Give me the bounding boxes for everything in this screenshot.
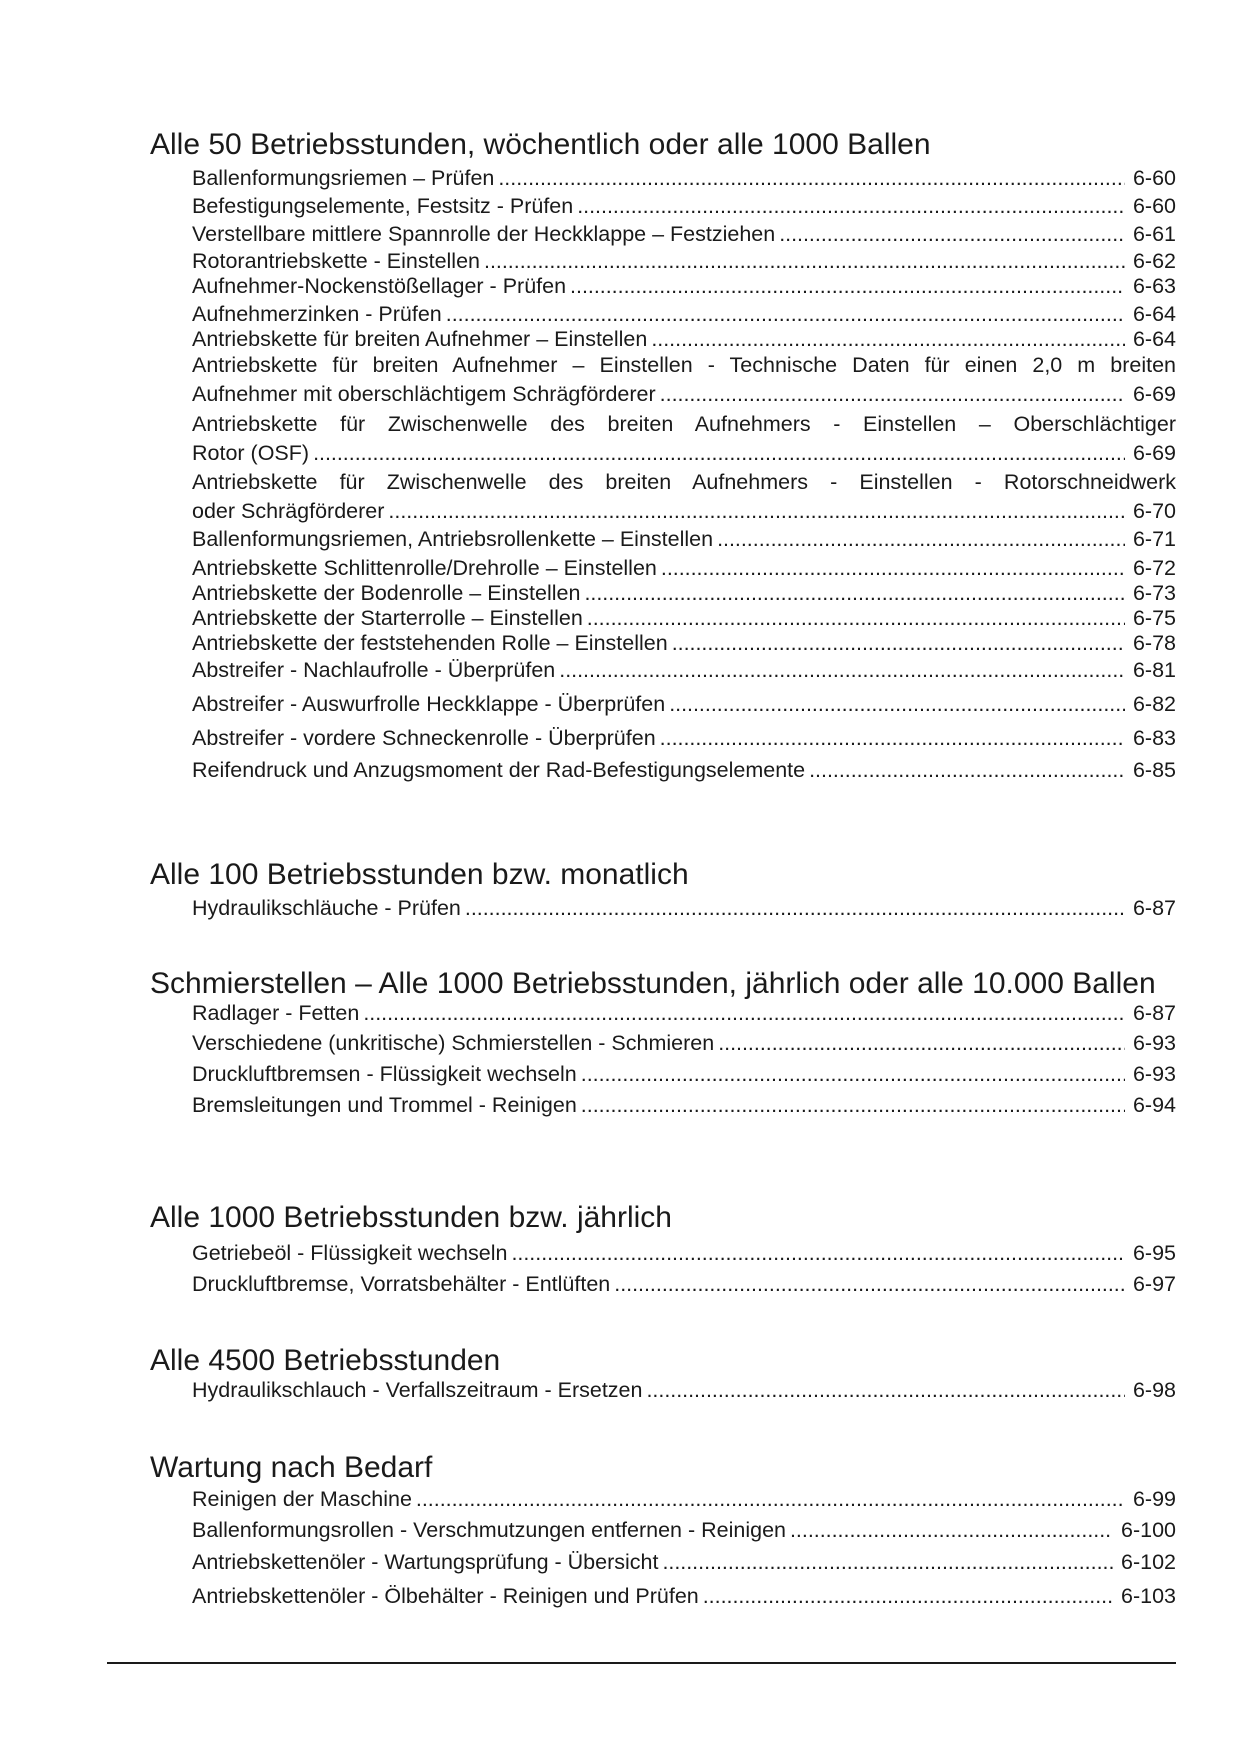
entry-label: Ballenformungsriemen, Antriebsrollenkette – Einstellen — [192, 527, 714, 551]
entry-page: 6-87 — [1132, 1001, 1176, 1025]
entry-label: Druckluftbremsen - Flüssigkeit wechseln — [192, 1062, 577, 1086]
dot-leader — [416, 1485, 1125, 1514]
entry-page: 6-62 — [1132, 249, 1176, 273]
toc-entry[interactable] — [192, 894, 1176, 923]
toc-section — [150, 1449, 1176, 1608]
toc-entry[interactable] — [192, 1548, 1176, 1577]
entry-page: 6-61 — [1132, 222, 1176, 246]
entry-page: 6-73 — [1132, 581, 1176, 605]
toc-entry[interactable] — [192, 272, 1176, 301]
toc-section — [150, 965, 1176, 1117]
entry-label: Antriebskette der Bodenrolle – Einstellen — [192, 581, 581, 605]
section-title: Alle 1000 Betriebsstunden bzw. jährlich — [150, 1201, 672, 1234]
section-title: Alle 50 Betriebsstunden, wöchentlich oder alle 1000 Ballen — [150, 128, 931, 161]
toc-entry[interactable] — [192, 525, 1176, 554]
dot-leader — [662, 1548, 1113, 1577]
entry-label-line1: Antriebskette für Zwischenwelle des breiten Aufnehmers - Einstellen - Rotorschneidwerk — [192, 470, 1176, 494]
dot-leader — [570, 272, 1125, 301]
toc-entry[interactable] — [192, 1516, 1176, 1545]
section-title: Schmierstellen – Alle 1000 Betriebsstunden, jährlich oder alle 10.000 Ballen — [150, 967, 1156, 1000]
entry-page: 6-69 — [1132, 441, 1176, 465]
entry-page: 6-103 — [1121, 1584, 1176, 1608]
entry-page: 6-97 — [1132, 1272, 1176, 1296]
entry-label: Abstreifer - Nachlaufrolle - Überprüfen — [192, 658, 556, 682]
entry-label: Antriebskettenöler - Wartungsprüfung - Übersicht — [192, 1550, 659, 1574]
toc-entry[interactable] — [192, 1485, 1176, 1514]
toc-section — [150, 1342, 1176, 1402]
dot-leader — [313, 439, 1125, 468]
toc-entry[interactable] — [192, 690, 1176, 719]
entry-page: 6-85 — [1132, 758, 1176, 782]
entry-page: 6-69 — [1132, 382, 1176, 406]
entry-page: 6-100 — [1121, 1518, 1176, 1542]
entry-page: 6-78 — [1132, 631, 1176, 655]
toc-entry[interactable] — [192, 629, 1176, 658]
entry-page: 6-93 — [1132, 1031, 1176, 1055]
toc-entry[interactable] — [192, 164, 1176, 193]
section-title: Alle 4500 Betriebsstunden — [150, 1344, 501, 1377]
dot-leader — [669, 690, 1125, 719]
dot-leader — [498, 164, 1125, 193]
toc-entry[interactable] — [192, 351, 1176, 409]
entry-page: 6-87 — [1132, 896, 1176, 920]
entry-label: Getriebeöl - Flüssigkeit wechseln — [192, 1241, 508, 1265]
entry-label: Reifendruck und Anzugsmoment der Rad-Befestigungselemente — [192, 758, 806, 782]
dot-leader — [511, 1239, 1124, 1268]
entry-label: Antriebskettenöler - Ölbehälter - Reinigen und Prüfen — [192, 1584, 699, 1608]
entry-page: 6-64 — [1132, 327, 1176, 351]
section-title: Alle 100 Betriebsstunden bzw. monatlich — [150, 858, 689, 891]
dot-leader — [672, 629, 1125, 658]
entry-page: 6-99 — [1132, 1487, 1176, 1511]
entry-label: Verstellbare mittlere Spannrolle der Heckklappe – Festziehen — [192, 222, 776, 246]
dot-leader — [718, 1029, 1125, 1058]
entry-label: Aufnehmer-Nockenstößellager - Prüfen — [192, 274, 567, 298]
entry-page: 6-60 — [1132, 166, 1176, 190]
dot-leader — [363, 999, 1125, 1028]
toc-entry[interactable] — [192, 220, 1176, 249]
toc-entry[interactable] — [192, 1376, 1176, 1405]
dot-leader — [660, 380, 1125, 409]
dot-leader — [651, 325, 1125, 354]
dot-leader — [779, 220, 1125, 249]
entry-label-line1: Antriebskette für Zwischenwelle des breiten Aufnehmers - Einstellen – Oberschlächtiger — [192, 412, 1176, 436]
entry-label: Radlager - Fetten — [192, 1001, 360, 1025]
entry-label: Aufnehmer mit oberschlächtigem Schrägförderer — [192, 382, 656, 406]
dot-leader — [388, 497, 1125, 526]
toc-entry[interactable] — [192, 1582, 1176, 1611]
toc-entry[interactable] — [192, 410, 1176, 468]
toc-entry[interactable] — [192, 192, 1176, 221]
dot-leader — [809, 756, 1125, 785]
entry-page: 6-95 — [1132, 1241, 1176, 1265]
entry-page: 6-60 — [1132, 194, 1176, 218]
toc-entry[interactable] — [192, 1060, 1176, 1089]
entry-label: Bremsleitungen und Trommel - Reinigen — [192, 1093, 577, 1117]
entry-page: 6-75 — [1132, 606, 1176, 630]
entry-label: Antriebskette der feststehenden Rolle – Einstellen — [192, 631, 668, 655]
dot-leader — [660, 724, 1125, 753]
dot-leader — [559, 656, 1125, 685]
footer-rule — [107, 1662, 1176, 1664]
dot-leader — [465, 894, 1125, 923]
dot-leader — [717, 525, 1125, 554]
entry-page: 6-94 — [1132, 1093, 1176, 1117]
toc-entry[interactable] — [192, 468, 1176, 526]
entry-page: 6-71 — [1132, 527, 1176, 551]
entry-label-line1: Antriebskette für breiten Aufnehmer – Einstellen - Technische Daten für einen 2,0 m breiten — [192, 353, 1176, 377]
toc-entry[interactable] — [192, 724, 1176, 753]
entry-label: Druckluftbremse, Vorratsbehälter - Entlüften — [192, 1272, 611, 1296]
toc-entry[interactable] — [192, 325, 1176, 354]
entry-label: Rotorantriebskette - Einstellen — [192, 249, 481, 273]
dot-leader — [581, 1091, 1125, 1120]
entry-label: oder Schrägförderer — [192, 499, 385, 523]
entry-page: 6-64 — [1132, 302, 1176, 326]
entry-label: Verschiedene (unkritische) Schmierstellen - Schmieren — [192, 1031, 715, 1055]
toc-entry[interactable] — [192, 656, 1176, 685]
toc-entry[interactable] — [192, 1239, 1176, 1268]
entry-label: Abstreifer - vordere Schneckenrolle - Überprüfen — [192, 726, 656, 750]
entry-label: Hydraulikschlauch - Verfallszeitraum - Ersetzen — [192, 1378, 643, 1402]
section-title: Wartung nach Bedarf — [150, 1451, 433, 1484]
dot-leader — [577, 192, 1125, 221]
dot-leader — [790, 1516, 1113, 1545]
entry-label: Antriebskette für breiten Aufnehmer – Einstellen — [192, 327, 648, 351]
toc-entry[interactable] — [192, 1029, 1176, 1058]
entry-label: Ballenformungsrollen - Verschmutzungen entfernen - Reinigen — [192, 1518, 786, 1542]
entry-label: Rotor (OSF) — [192, 441, 310, 465]
entry-page: 6-98 — [1132, 1378, 1176, 1402]
entry-label: Antriebskette der Starterrolle – Einstellen — [192, 606, 583, 630]
entry-page: 6-81 — [1132, 658, 1176, 682]
entry-page: 6-63 — [1132, 274, 1176, 298]
entry-page: 6-93 — [1132, 1062, 1176, 1086]
dot-leader — [646, 1376, 1124, 1405]
entry-page: 6-70 — [1132, 499, 1176, 523]
entry-label: Hydraulikschläuche - Prüfen — [192, 896, 461, 920]
entry-page: 6-83 — [1132, 726, 1176, 750]
toc-entry[interactable] — [192, 1270, 1176, 1299]
toc-section — [150, 856, 1176, 920]
entry-label: Reinigen der Maschine — [192, 1487, 412, 1511]
toc-section — [150, 1199, 1176, 1296]
entry-label: Befestigungselemente, Festsitz - Prüfen — [192, 194, 574, 218]
entry-label: Antriebskette Schlittenrolle/Drehrolle – Einstellen — [192, 556, 657, 580]
dot-leader — [614, 1270, 1125, 1299]
dot-leader — [581, 1060, 1125, 1089]
entry-page: 6-82 — [1132, 692, 1176, 716]
entry-page: 6-72 — [1132, 556, 1176, 580]
toc-section — [150, 126, 1176, 782]
entry-label: Aufnehmerzinken - Prüfen — [192, 302, 442, 326]
entry-label: Abstreifer - Auswurfrolle Heckklappe - Überprüfen — [192, 692, 666, 716]
dot-leader — [703, 1582, 1113, 1611]
toc-entry[interactable] — [192, 999, 1176, 1028]
entry-page: 6-102 — [1121, 1550, 1176, 1574]
entry-label: Ballenformungsriemen – Prüfen — [192, 166, 495, 190]
toc-entry[interactable] — [192, 1091, 1176, 1120]
toc-entry[interactable] — [192, 756, 1176, 785]
